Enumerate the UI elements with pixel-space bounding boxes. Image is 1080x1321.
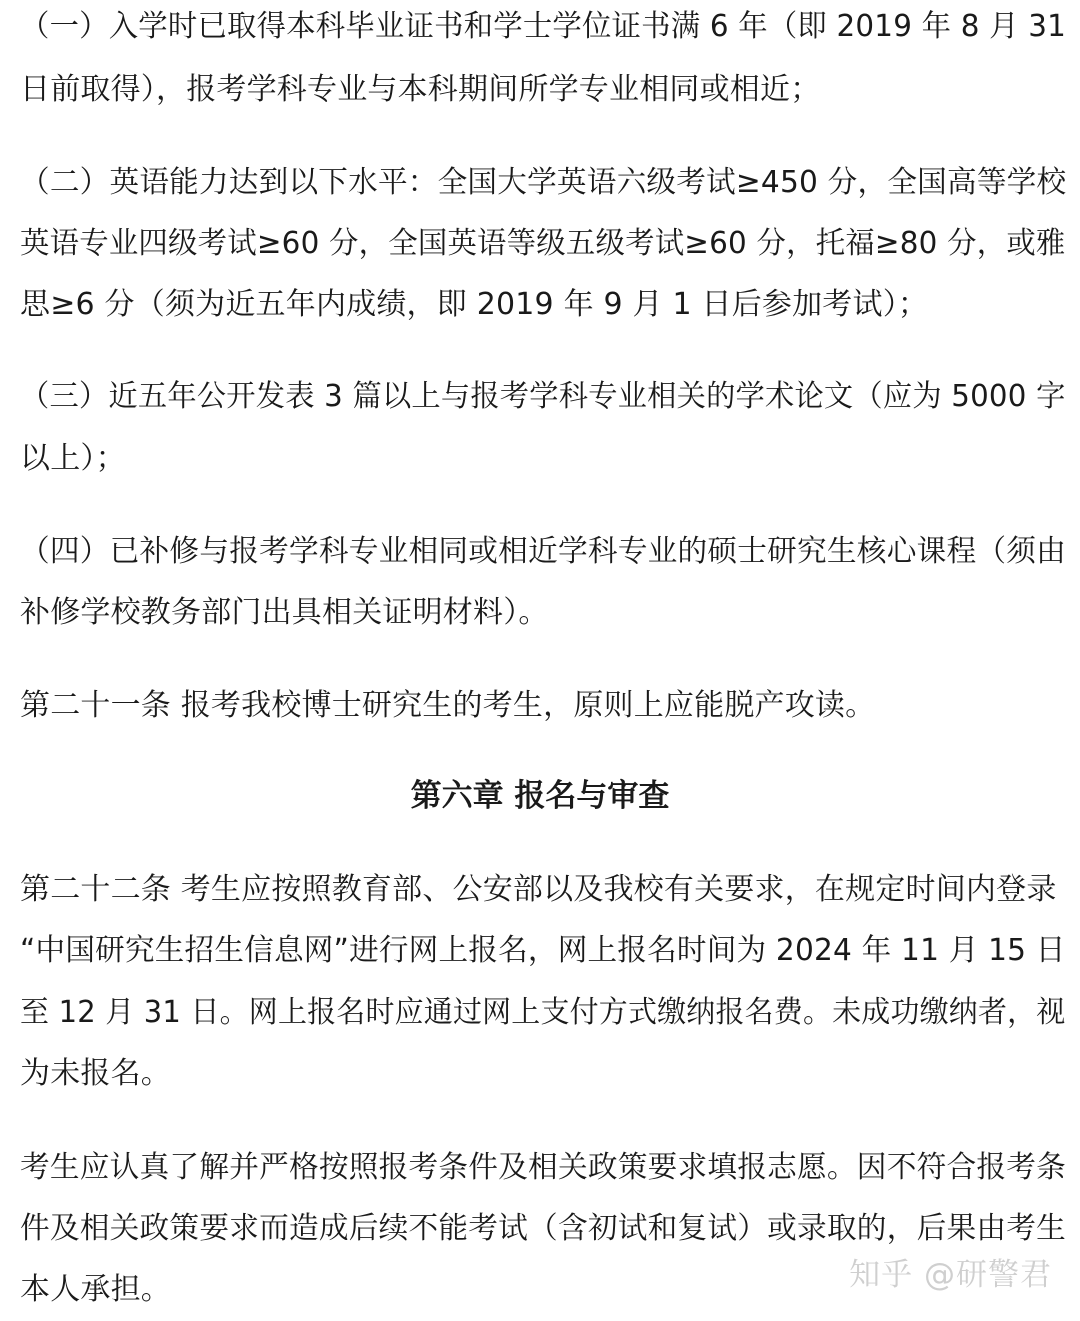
para6-line4: 为未报名。: [20, 1056, 171, 1091]
chapter-heading: 第六章 报名与审查: [410, 778, 670, 814]
para5-line1: 第二十一条 报考我校博士研究生的考生，原则上应能脱产攻读。: [20, 688, 876, 723]
para4-line1: （四）已补修与报考学科专业相同或相近学科专业的硕士研究生核心课程（须由: [20, 534, 1067, 569]
para4-line2: 补修学校教务部门出具相关证明材料）。: [20, 595, 549, 630]
para7-line3: 本人承担。: [20, 1272, 171, 1307]
para2-line1: （二）英语能力达到以下水平：全国大学英语六级考试≥450 分，全国高等学校: [20, 165, 1067, 200]
para6-line2: “中国研究生招生信息网”进行网上报名，网上报名时间为 2024 年 11 月 15 日: [20, 933, 1066, 968]
para6-line1: 第二十二条 考生应按照教育部、公安部以及我校有关要求，在规定时间内登录: [20, 872, 1057, 907]
zhihu-watermark: 知乎 @研警君: [849, 1257, 1052, 1293]
para7-line2: 件及相关政策要求而造成后续不能考试（含初试和复试）或录取的，后果由考生: [20, 1211, 1067, 1246]
para6-line3: 至 12 月 31 日。网上报名时应通过网上支付方式缴纳报名费。未成功缴纳者，视: [20, 995, 1066, 1030]
para3-line2: 以上）；: [20, 441, 126, 476]
para1-line1: （一）入学时已取得本科毕业证书和学士学位证书满 6 年（即 2019 年 8 月 31: [20, 9, 1067, 44]
para2-line2: 英语专业四级考试≥60 分，全国英语等级五级考试≥60 分，托福≥80 分，或雅: [20, 226, 1066, 261]
para3-line1: （三）近五年公开发表 3 篇以上与报考学科专业相关的学术论文（应为 5000 字: [20, 379, 1066, 414]
para1-line2: 日前取得），报考学科专业与本科期间所学专业相同或相近；: [20, 72, 821, 107]
para7-line1: 考生应认真了解并严格按照报考条件及相关政策要求填报志愿。因不符合报考条: [20, 1150, 1067, 1185]
para2-line3: 思≥6 分（须为近五年内成绩，即 2019 年 9 月 1 日后参加考试）；: [20, 287, 929, 322]
